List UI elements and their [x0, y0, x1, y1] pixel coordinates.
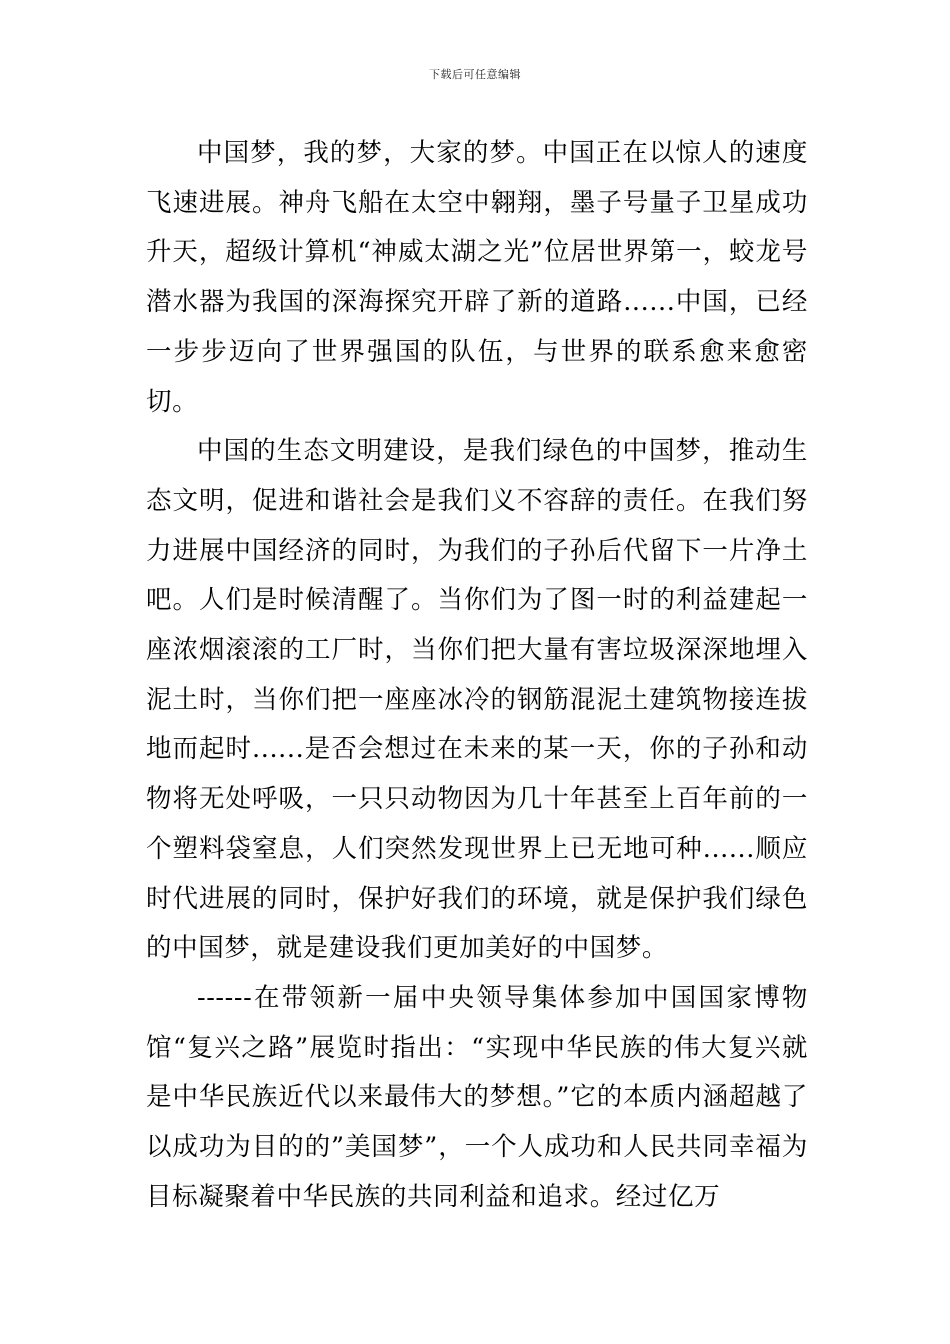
paragraph-chinese-dream: 中国梦，我的梦，大家的梦。中国正在以惊人的速度飞速进展。神舟飞船在太空中翱翔，墨子号量子卫星成功升天，超级计算机“神威太湖之光”位居世界第一，蛟龙号潜水器为我国的深海探究开辟了新的道路......中国，已经一步步迈向了世界强国的队伍，与世界的联系愈来愈密切。: [146, 138, 808, 417]
paragraph-ecological-civilization: 中国的生态文明建设，是我们绿色的中国梦，推动生态文明，促进和谐社会是我们义不容辞的责任。在我们努力进展中国经济的同时，为我们的子孙后代留下一片净土吧。人们是时候清醒了。当你们为了图一时的利益建起一座浓烟滚滚的工厂时，当你们把大量有害垃圾深深地埋入泥土时，当你们把一座座冰冷的钢筋混泥土建筑物接连拔地而起时......是否会想过在未来的某一天，你的子孙和动物将无处呼吸，一只只动物因为几十年甚至上百年前的一个塑料袋窒息，人们突然发现世界上已无地可种......顺应时代进展的同时，保护好我们的环境，就是保护我们绿色的中国梦，就是建设我们更加美好的中国梦。: [146, 436, 808, 964]
header-note: 下载后可任意编辑: [429, 68, 521, 81]
paragraph-road-to-rejuvenation: ------在带领新一届中央领导集体参加中国国家博物馆“复兴之路”展览时指出：“实现中华民族的伟大复兴就是中华民族近代以来最伟大的梦想。”它的本质内涵超越了以成功为目的的”美国梦”，一个人成功和人民共同幸福为目标凝聚着中华民族的共同利益和追求。经过亿万: [146, 982, 808, 1212]
document-body: [146, 129, 808, 1222]
